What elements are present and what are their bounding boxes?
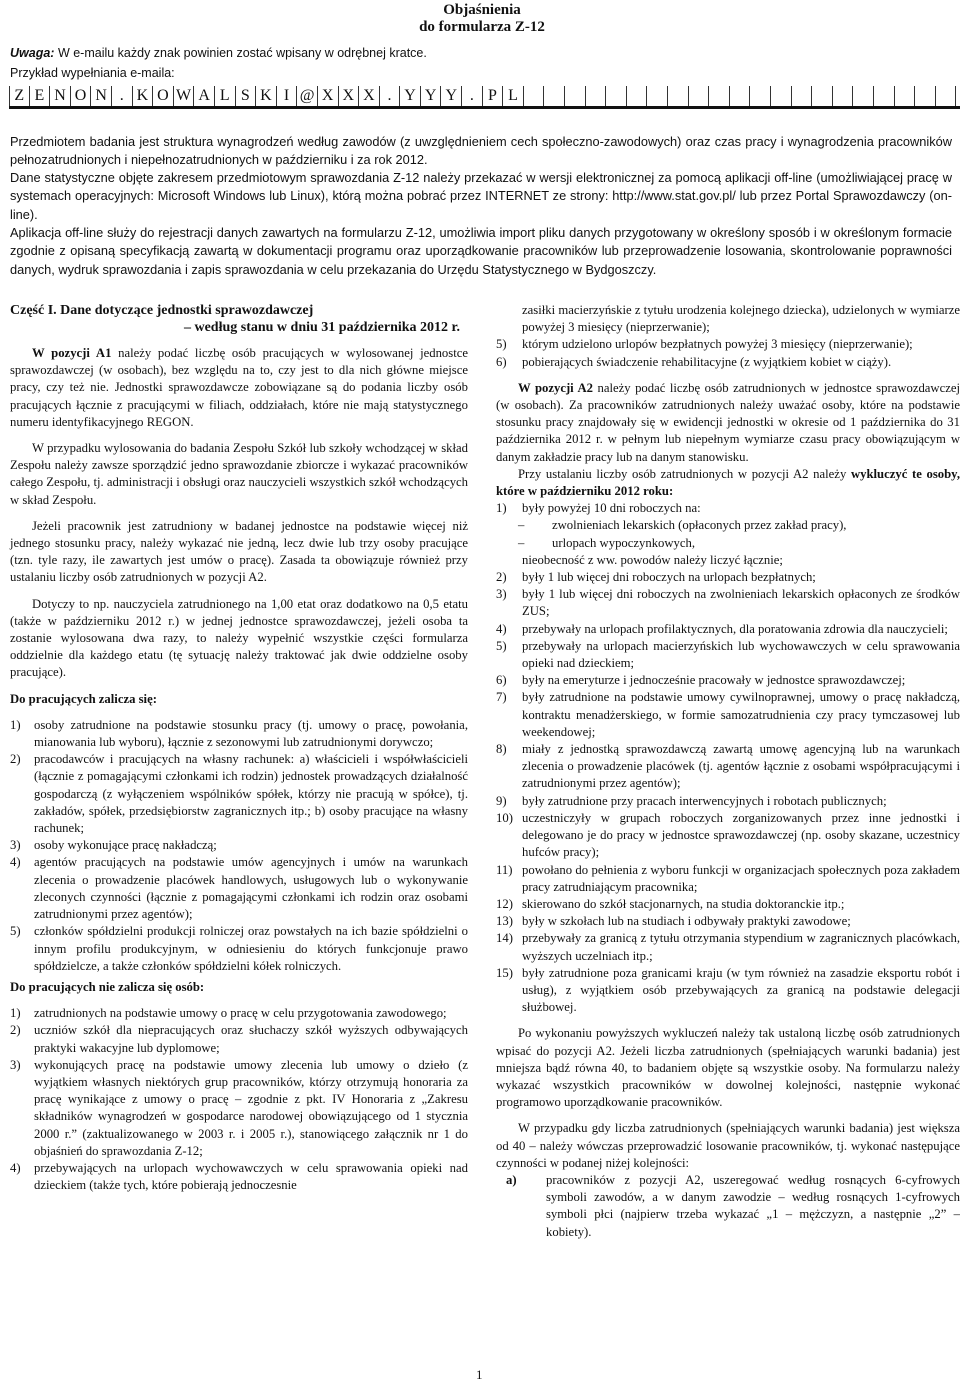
paragraph-dotyczy: Dotyczy to np. nauczyciela zatrudnionego na 1,00 etat oraz dodatkowo na 0,5 etatu (także w październiku 2012 r.) w jednej jednostce sprawozdawczej, jeżeli osoba ta zostanie wylosowana dwa razy, to należy wypełnić wszystkie części formularza oddzielnie dla każdego etatu (tę sytuację należy traktować jak dwie oddzielne osoby pracujące). [10, 596, 468, 680]
list-text: przebywały na urlopach macierzyńskich lub wychowawczych w celu sprawowania opieki nad dzieckiem; [522, 638, 960, 671]
list-number: 14) [496, 931, 513, 946]
sub-list-text: zwolnieniach lekarskich (opłaconych przez zakład pracy), [552, 518, 847, 533]
list-number: 4) [496, 621, 507, 636]
left-column [10, 302, 468, 1194]
list-text: przebywały na urlopach profilaktycznych, dla poratowania zdrowia dla nauczycieli; [522, 621, 948, 636]
section-title-line-1: Część I. Dane dotyczące jednostki sprawozdawczej [10, 303, 314, 318]
list-item [496, 336, 960, 353]
email-char-cell [750, 86, 771, 106]
list-item [496, 1172, 960, 1241]
list-number: 10) [496, 810, 513, 825]
email-char-cell: E [30, 86, 51, 106]
email-char-cell [874, 86, 895, 106]
list-item [496, 500, 960, 517]
email-char-cell: S [236, 86, 257, 106]
continued-text: zasiłki macierzyńskie z tytułu urodzenia kolejnego dziecka), udzielonych w wymiarze powyżej 3 miesięcy (nieprzerwanie); [522, 303, 960, 335]
sub-list-item [496, 517, 960, 534]
email-char-cell: Z [9, 86, 30, 106]
list-text: przebywały za granicą z tytułu otrzymania stypendium w zagranicznych placówkach, wyższych uczelniach itp.; [522, 931, 960, 963]
list-text: uczestniczyły w grupach roboczych zorganizowanych przez inne jednostki i delegowano je do pracy w jednostce sprawozdawczej (np. osoby skazane, uczestnicy hufców pracy); [522, 810, 960, 860]
list-number: 13) [496, 914, 513, 929]
list-text: były powyżej 10 dni roboczych na: [522, 501, 701, 516]
list-item [10, 854, 468, 923]
email-char-cell: Y [441, 86, 462, 106]
email-char-cell: N [50, 86, 71, 106]
email-char-cell: . [112, 86, 133, 106]
a1-text: należy podać liczbę osób pracujących w wylosowanej jednostce sprawozdawczej (w osobach), bez względu na to, czy jest to dla nich główne miejsce pracy, czy też nie. Jednostki sprawozdawcze zobowiązane są do podania liczby osób pracujących łącznie z pracującymi w filiach, oddziałach, które nie mają statystycznego numeru identyfikacyjnego REGON. [10, 346, 468, 429]
right-column [496, 302, 960, 1241]
ustalaniu-text: Przy ustalaniu liczby osób zatrudnionych w pozycji A2 należy [518, 466, 851, 481]
email-char-cell: K [133, 86, 154, 106]
note [10, 46, 427, 61]
list-number: 11) [496, 862, 513, 877]
list-text: były 1 lub więcej dni roboczych na zwolnieniach lekarskich opłaconych ze środków ZUS; [522, 587, 960, 619]
list-text: osoby wykonujące pracę nakładczą; [34, 838, 217, 853]
email-char-cell: X [339, 86, 360, 106]
list-item [496, 689, 960, 741]
a2-label: W pozycji A2 [518, 380, 593, 395]
email-char-cell [524, 86, 545, 106]
list-number: 1) [496, 501, 507, 516]
dash-bullet: – [518, 518, 525, 533]
email-char-cell: O [153, 86, 174, 106]
sub-list-text: urlopach wypoczynkowych, [552, 535, 696, 550]
email-char-cell: Y [421, 86, 442, 106]
list-item [10, 1057, 468, 1160]
email-char-cell: Y [400, 86, 421, 106]
w1-tail: nieobecność z ww. powodów należy liczyć łącznie; [522, 552, 783, 567]
list-nie-zalicza [10, 1005, 468, 1194]
email-char-cell [812, 86, 833, 106]
intro-paragraph-application: Aplikacja off-line służy do rejestracji danych zawartych na formularzu Z-12, umożliwia import pliku danych przygotowany w określony sposób i w określonym formacie zgodnie z opisaną specyfikacją zawartą w dokumentacji programu oraz uporządkowanie pracowników lub przeprowadzenie losowania, skontrolowanie poprawności danych, wydruk sprawozdania i zapis sprawozdania w celu przekazania do Urzędu Statystycznego w Bydgoszczy. [10, 224, 952, 277]
list-item [496, 793, 960, 810]
email-char-cell [586, 86, 607, 106]
list-number: 1) [10, 717, 21, 732]
list-text: były 1 lub więcej dni roboczych na urlopach bezpłatnych; [522, 570, 816, 585]
list-text: osoby zatrudnione na podstawie stosunku pracy (tj. umowy o pracę, powołania, mianowania lub wyboru), łącznie z sezonowymi lub zatrudnionymi dorywczo; [34, 717, 468, 750]
a2-text: należy podać liczbę osób zatrudnionych w jednostce sprawozdawczej (w osobach). Za pracowników zatrudnionych należy uważać osoby, które na podstawie stosunku pracy znajdowały się w ewidencji jednostki w okresie od 1 października do 31 października 2012 r. w pełnym lub niepełnym wymiarze czasu pracy obowiązującym w danym zakładzie pracy lub na danym stanowisku. [496, 380, 960, 464]
document-title [406, 2, 558, 36]
list-item [10, 1160, 468, 1194]
email-char-cell [709, 86, 730, 106]
list-text: członków spółdzielni produkcji rolniczej oraz powstałych na ich bazie spółdzielni o innym profilu produkcyjnym, w odniesieniu do których funkcjonuje prawo spółdzielcze, a także członków spółdzielni kółek rolniczych. [34, 924, 468, 973]
a1-label: W pozycji A1 [32, 346, 112, 360]
list-item [10, 1022, 468, 1056]
email-char-cell [730, 86, 751, 106]
list-number: 12) [496, 896, 513, 911]
email-char-cell [668, 86, 689, 106]
title-line-1: Objaśnienia [443, 2, 521, 18]
paragraph-jezeli: Jeżeli pracownik jest zatrudniony w badanej jednostce na podstawie więcej niż jednego stosunku pracy, należy wykazać nie jedną, lecz dwie lub trzy osoby pracujące (tzn. tyle razy, ile zawartych jest umów o pracę). Zasada ta obowiązuje również przy ustalaniu liczby osób zatrudnionych w pozycji A2. [10, 518, 468, 585]
paragraph-a2 [496, 380, 960, 466]
paragraph-w-przypadku: W przypadku gdy liczba zatrudnionych (spełniających warunki badania) jest większa od 40 – należy wówczas przeprowadzić losowanie pracowników, tj. wykonać następujące czynności w podanej niżej kolejności: [496, 1121, 960, 1170]
email-char-cell: L [215, 86, 236, 106]
list-item [496, 896, 960, 913]
list-text: pobierających świadczenie rehabilitacyjne (z wyjątkiem kobiet w ciąży). [522, 354, 892, 369]
example-label: Przykład wypełniania e-maila: [10, 66, 175, 80]
list-item [496, 810, 960, 862]
list-number: 4) [10, 1160, 21, 1175]
list-item [496, 586, 960, 620]
list-item [496, 672, 960, 689]
list-item [496, 569, 960, 586]
email-char-cell [895, 86, 916, 106]
section-title [10, 302, 468, 336]
list-text: były zatrudnione przy pracach interwencyjnych i robotach publicznych; [522, 793, 887, 808]
email-char-cell: X [318, 86, 339, 106]
note-text: W e-mailu każdy znak powinien zostać wpisany w odrębnej kratce. [57, 46, 427, 60]
note-label: Uwaga: [10, 46, 55, 60]
list-text: były zatrudnione poza granicami kraju (w tym również na zasadzie eksportu robót i usług), z wyjątkiem osób przebywających za granicą na podstawie delegacji służbowej. [522, 965, 960, 1015]
list-item [496, 638, 960, 672]
list-number: 3) [496, 587, 507, 602]
email-char-cell: K [256, 86, 277, 106]
list-text: którym udzielono urlopów bezpłatnych powyżej 3 miesięcy (nieprzerwanie); [522, 337, 913, 352]
email-char-cell: W [174, 86, 195, 106]
email-char-cell [647, 86, 668, 106]
list-item [496, 621, 960, 638]
list-item [10, 717, 468, 751]
list-text: były zatrudnione na podstawie umowy cywilnoprawnej, umowy o pracę nakładczą, kontraktu menadżerskiego, w formie samozatrudnienia czy pracy tymczasowej lub weekendowej; [522, 690, 960, 739]
list-text: powołano do pełnienia z wyboru funkcji w organizacjach społecznych poza zakładem pracy zatrudniającym pracownika; [522, 862, 960, 894]
paragraph-po-wykonaniu: Po wykonaniu powyższych wykluczeń należy tak ustaloną liczbę osób zatrudnionych wpisać do pozycji A2. Jeżeli liczba zatrudnionych (spełniających warunki badania) jest mniejsza bądź równa 40, to badaniem objęte są wszystkie osoby. Na formularzu należy wykazać wszystkich pracowników w dowolnej kolejności, następnie wykonać programowo uporządkowanie pracowników. [496, 1026, 960, 1110]
list-alpha [496, 1172, 960, 1241]
list-number: 2) [10, 752, 21, 767]
list-number: 8) [496, 742, 507, 757]
email-char-cell [544, 86, 565, 106]
email-char-cell: X [359, 86, 380, 106]
paragraph-ustalaniu [496, 466, 960, 500]
section-title-line-2: – według stanu w dniu 31 października 2012 r. [183, 320, 460, 335]
list-number: 7) [496, 690, 507, 705]
list-number: 1) [10, 1006, 21, 1021]
email-char-cell: N [91, 86, 112, 106]
email-char-cell: L [503, 86, 524, 106]
email-char-cell [853, 86, 874, 106]
list-text: zatrudnionych na podstawie umowy o pracę w celu przygotowania zawodowego; [34, 1006, 447, 1021]
dash-bullet: – [518, 535, 525, 550]
sub-list-item [496, 535, 960, 552]
list-number: 2) [10, 1023, 21, 1038]
list-item [496, 965, 960, 1017]
list-number: a) [506, 1172, 517, 1187]
list-text: miały z jednostką sprawozdawczą zawartą umowę agencyjną lub na warunkach zlecenia o prowadzenie placówek (tj. agentów łącznie z osobami współpracującymi i zatrudnionymi przez agentów); [522, 742, 960, 791]
list-number: 5) [496, 638, 507, 653]
sub-list [496, 517, 960, 551]
list-item [10, 751, 468, 837]
list-zalicza [10, 717, 468, 975]
email-char-cell: A [194, 86, 215, 106]
list-continued [496, 336, 960, 370]
email-example-grid [9, 86, 960, 109]
list-text: agentów pracujących na podstawie umów agencyjnych i umów na warunkach zlecenia o prowadzenie placówek handlowych, usługowych lub o wykonywanie zleconych czynności (łącznie z pomagającymi członkami ich rodzin oraz osobami zatrudnionymi przez agentów); [34, 855, 468, 922]
list-text: pracodawców i pracujących na własny rachunek: a) właścicieli i współwłaścicieli (łącznie z pomagającymi członkami ich rodzin) jednostek prowadzących działalność gospodarczą (z wyłączeniem wspólników spółek, którzy nie pracują w spółce), tj. zakładów, spółek, przedsiębiorstw zagranicznych itp.; b) osoby pracujące na własny rachunek; [34, 752, 468, 836]
ustalaniu-bold: wykluczyć te osoby, które w październiku 2012 roku: [496, 466, 960, 499]
list-item [496, 354, 960, 371]
list-item [496, 862, 960, 896]
list-item [10, 1005, 468, 1022]
email-char-cell: @ [297, 86, 318, 106]
paragraph-zespol: W przypadku wylosowania do badania Zespołu Szkół lub szkoły wchodzącej w skład Zespołu należy zawsze sporządzić jedno sprawozdanie zbiorcze i wykazać pracowników całego Zespołu, tj. administracji i obsługi oraz nauczycieli wszystkich szkół wchodzących w skład Zespołu. [10, 441, 469, 507]
list-number: 6) [496, 354, 507, 369]
list-text: uczniów szkół dla niepracujących oraz słuchaczy szkół wyższych odbywających praktyki wakacyjne lub dyplomowe; [34, 1023, 468, 1055]
list-number: 5) [10, 924, 21, 939]
email-char-cell [565, 86, 586, 106]
list-number: 3) [10, 1057, 21, 1072]
list-item [496, 930, 960, 964]
email-char-cell: . [380, 86, 401, 106]
heading-nie-zalicza: Do pracujących nie zalicza się osób: [10, 979, 205, 994]
list-number: 5) [496, 337, 507, 352]
list-text: przebywających na urlopach wychowawczych w celu sprawowania opieki nad dzieckiem (także tych, które pobierają jednoczesnie [34, 1160, 468, 1193]
email-char-cell [606, 86, 627, 106]
title-line-2: do formularza Z-12 [419, 19, 545, 35]
paragraph-a1 [10, 345, 468, 431]
list-number: 15) [496, 965, 513, 980]
heading-zalicza: Do pracujących zalicza się: [10, 691, 157, 706]
email-char-cell [771, 86, 792, 106]
email-char-cell: P [483, 86, 504, 106]
list-item [10, 837, 468, 854]
list-item [496, 913, 960, 930]
list-number: 6) [496, 673, 507, 688]
list-text: wykonujących pracę na podstawie umowy zlecenia lub umowy o dzieło (z wyjątkiem własnych niektórych grup pracowników, którzy otrzymują honoraria za pracę wynikające z umowy o pracę – zgodnie z pkt. IV Honoraria z „Zakresu składników wynagrodzeń w gospodarce narodowej obowiązującego od 1 stycznia 2000 r.” (zaktualizowanego w 2003 r. i 2005 r.), stanowiącego załącznik nr 1 do objaśnień do sprawozdania Z-12; [34, 1057, 468, 1158]
list-item [496, 741, 960, 793]
list-text: pracowników z pozycji A2, uszeregować według rosnących 6-cyfrowych symboli zawodów, a w danym zawodzie – według rosnących 1-cyfrowych symboli płci (najpierw trzeba wykazać „1 – mężczyzn, a następnie „2” – kobiety). [546, 1172, 960, 1239]
list-number: 3) [10, 838, 21, 853]
list-number: 9) [496, 793, 507, 808]
email-char-cell [956, 86, 960, 106]
email-char-cell [915, 86, 936, 106]
email-char-cell [833, 86, 854, 106]
list-number: 4) [10, 855, 21, 870]
email-char-cell [936, 86, 957, 106]
list-exclusions [496, 569, 960, 1016]
page-number: 1 [476, 1367, 483, 1382]
intro-paragraph-electronic: Dane statystyczne objęte zakresem przedmiotowym sprawozdania Z-12 należy przekazać w wersji elektronicznej za pomocą aplikacji off-line (umożliwiającej pracę w systemach operacyjnych: Microsoft Windows lub Linux), którą można pobrać przez INTERNET ze strony: http://www.stat.gov.pl/ lub przez Portal Sprawozdawczy (on-line). [10, 169, 952, 222]
email-char-cell: . [462, 86, 483, 106]
list-text: były na emeryturze i jednocześnie pracowały w jednostce sprawozdawczej; [522, 673, 906, 688]
email-char-cell: I [277, 86, 298, 106]
list-text: były w szkołach lub na studiach i odbywały praktyki zawodowe; [522, 914, 851, 929]
intro-paragraph-subject: Przedmiotem badania jest struktura wynagrodzeń według zawodów (z uwzględnieniem cech społeczno-zawodowych) oraz czas pracy i wynagrodzenia pracowników pełnozatrudnionych i niepełnozatrudnionych w październiku i za rok 2012. [10, 133, 952, 168]
email-char-cell [792, 86, 813, 106]
list-number: 2) [496, 570, 507, 585]
list-text: skierowano do szkół stacjonarnych, na studia doktoranckie itp.; [522, 896, 845, 911]
email-char-cell: O [71, 86, 92, 106]
email-char-cell [627, 86, 648, 106]
list-item [10, 923, 468, 975]
email-char-cell [689, 86, 710, 106]
